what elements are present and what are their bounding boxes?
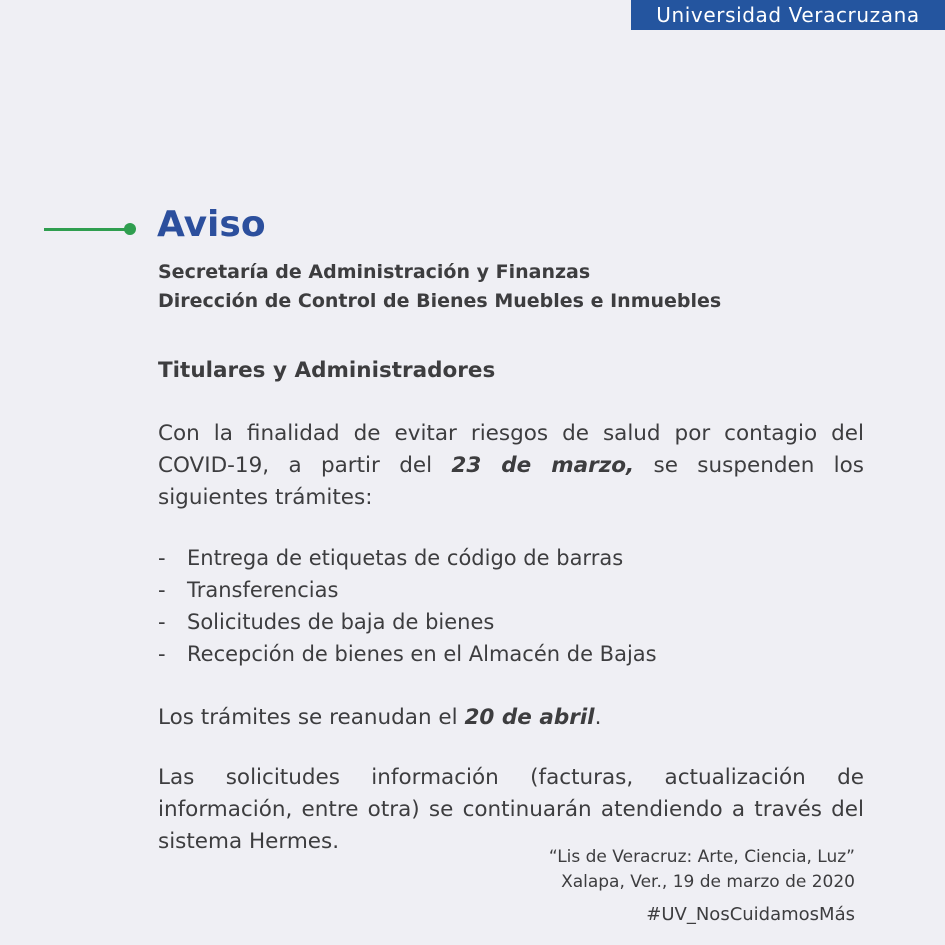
department-secretaria: Secretaría de Administración y Finanzas — [158, 261, 591, 283]
suspended-procedures-list — [158, 542, 657, 670]
list-item-text: Transferencias — [187, 578, 339, 602]
motto: “Lis de Veracruz: Arte, Ciencia, Luz” — [548, 847, 855, 867]
list-bullet: - — [158, 610, 166, 634]
resume-text-1: Los trámites se reanudan el — [158, 705, 465, 730]
intro-text-1: Con la finalidad de evitar riesgos de salud por contagio del COVID-19, a partir del — [158, 421, 864, 478]
university-brand-banner: Universidad Veracruzana — [631, 0, 945, 30]
department-direccion: Dirección de Control de Bienes Muebles e Inmuebles — [158, 290, 722, 312]
hashtag: #UV_NosCuidamosMás — [646, 904, 855, 925]
list-item-text: Entrega de etiquetas de código de barras — [187, 546, 624, 570]
resume-date: 20 de abril — [464, 705, 595, 730]
list-item — [158, 638, 657, 670]
resume-text-2: . — [594, 705, 602, 730]
list-bullet: - — [158, 578, 166, 602]
list-item — [158, 542, 657, 574]
closing-paragraph: Las solicitudes información (facturas, actualización de información, entre otra) se continuarán atendiendo a través del sistema Hermes. — [158, 765, 864, 854]
list-item — [158, 574, 657, 606]
resume-paragraph — [158, 702, 864, 734]
accent-line — [44, 228, 126, 231]
notice-title: Aviso — [157, 204, 266, 245]
list-bullet: - — [158, 546, 166, 570]
intro-date: 23 de marzo, — [451, 453, 635, 478]
place-date: Xalapa, Ver., 19 de marzo de 2020 — [561, 872, 855, 892]
list-item — [158, 606, 657, 638]
intro-text-2: se suspenden los siguientes trámites: — [158, 453, 864, 510]
list-bullet: - — [158, 642, 166, 666]
addressee: Titulares y Administradores — [158, 358, 496, 383]
intro-paragraph — [158, 418, 864, 514]
accent-dot-icon — [124, 223, 136, 235]
list-item-text: Recepción de bienes en el Almacén de Bajas — [187, 642, 657, 666]
list-item-text: Solicitudes de baja de bienes — [187, 610, 495, 634]
